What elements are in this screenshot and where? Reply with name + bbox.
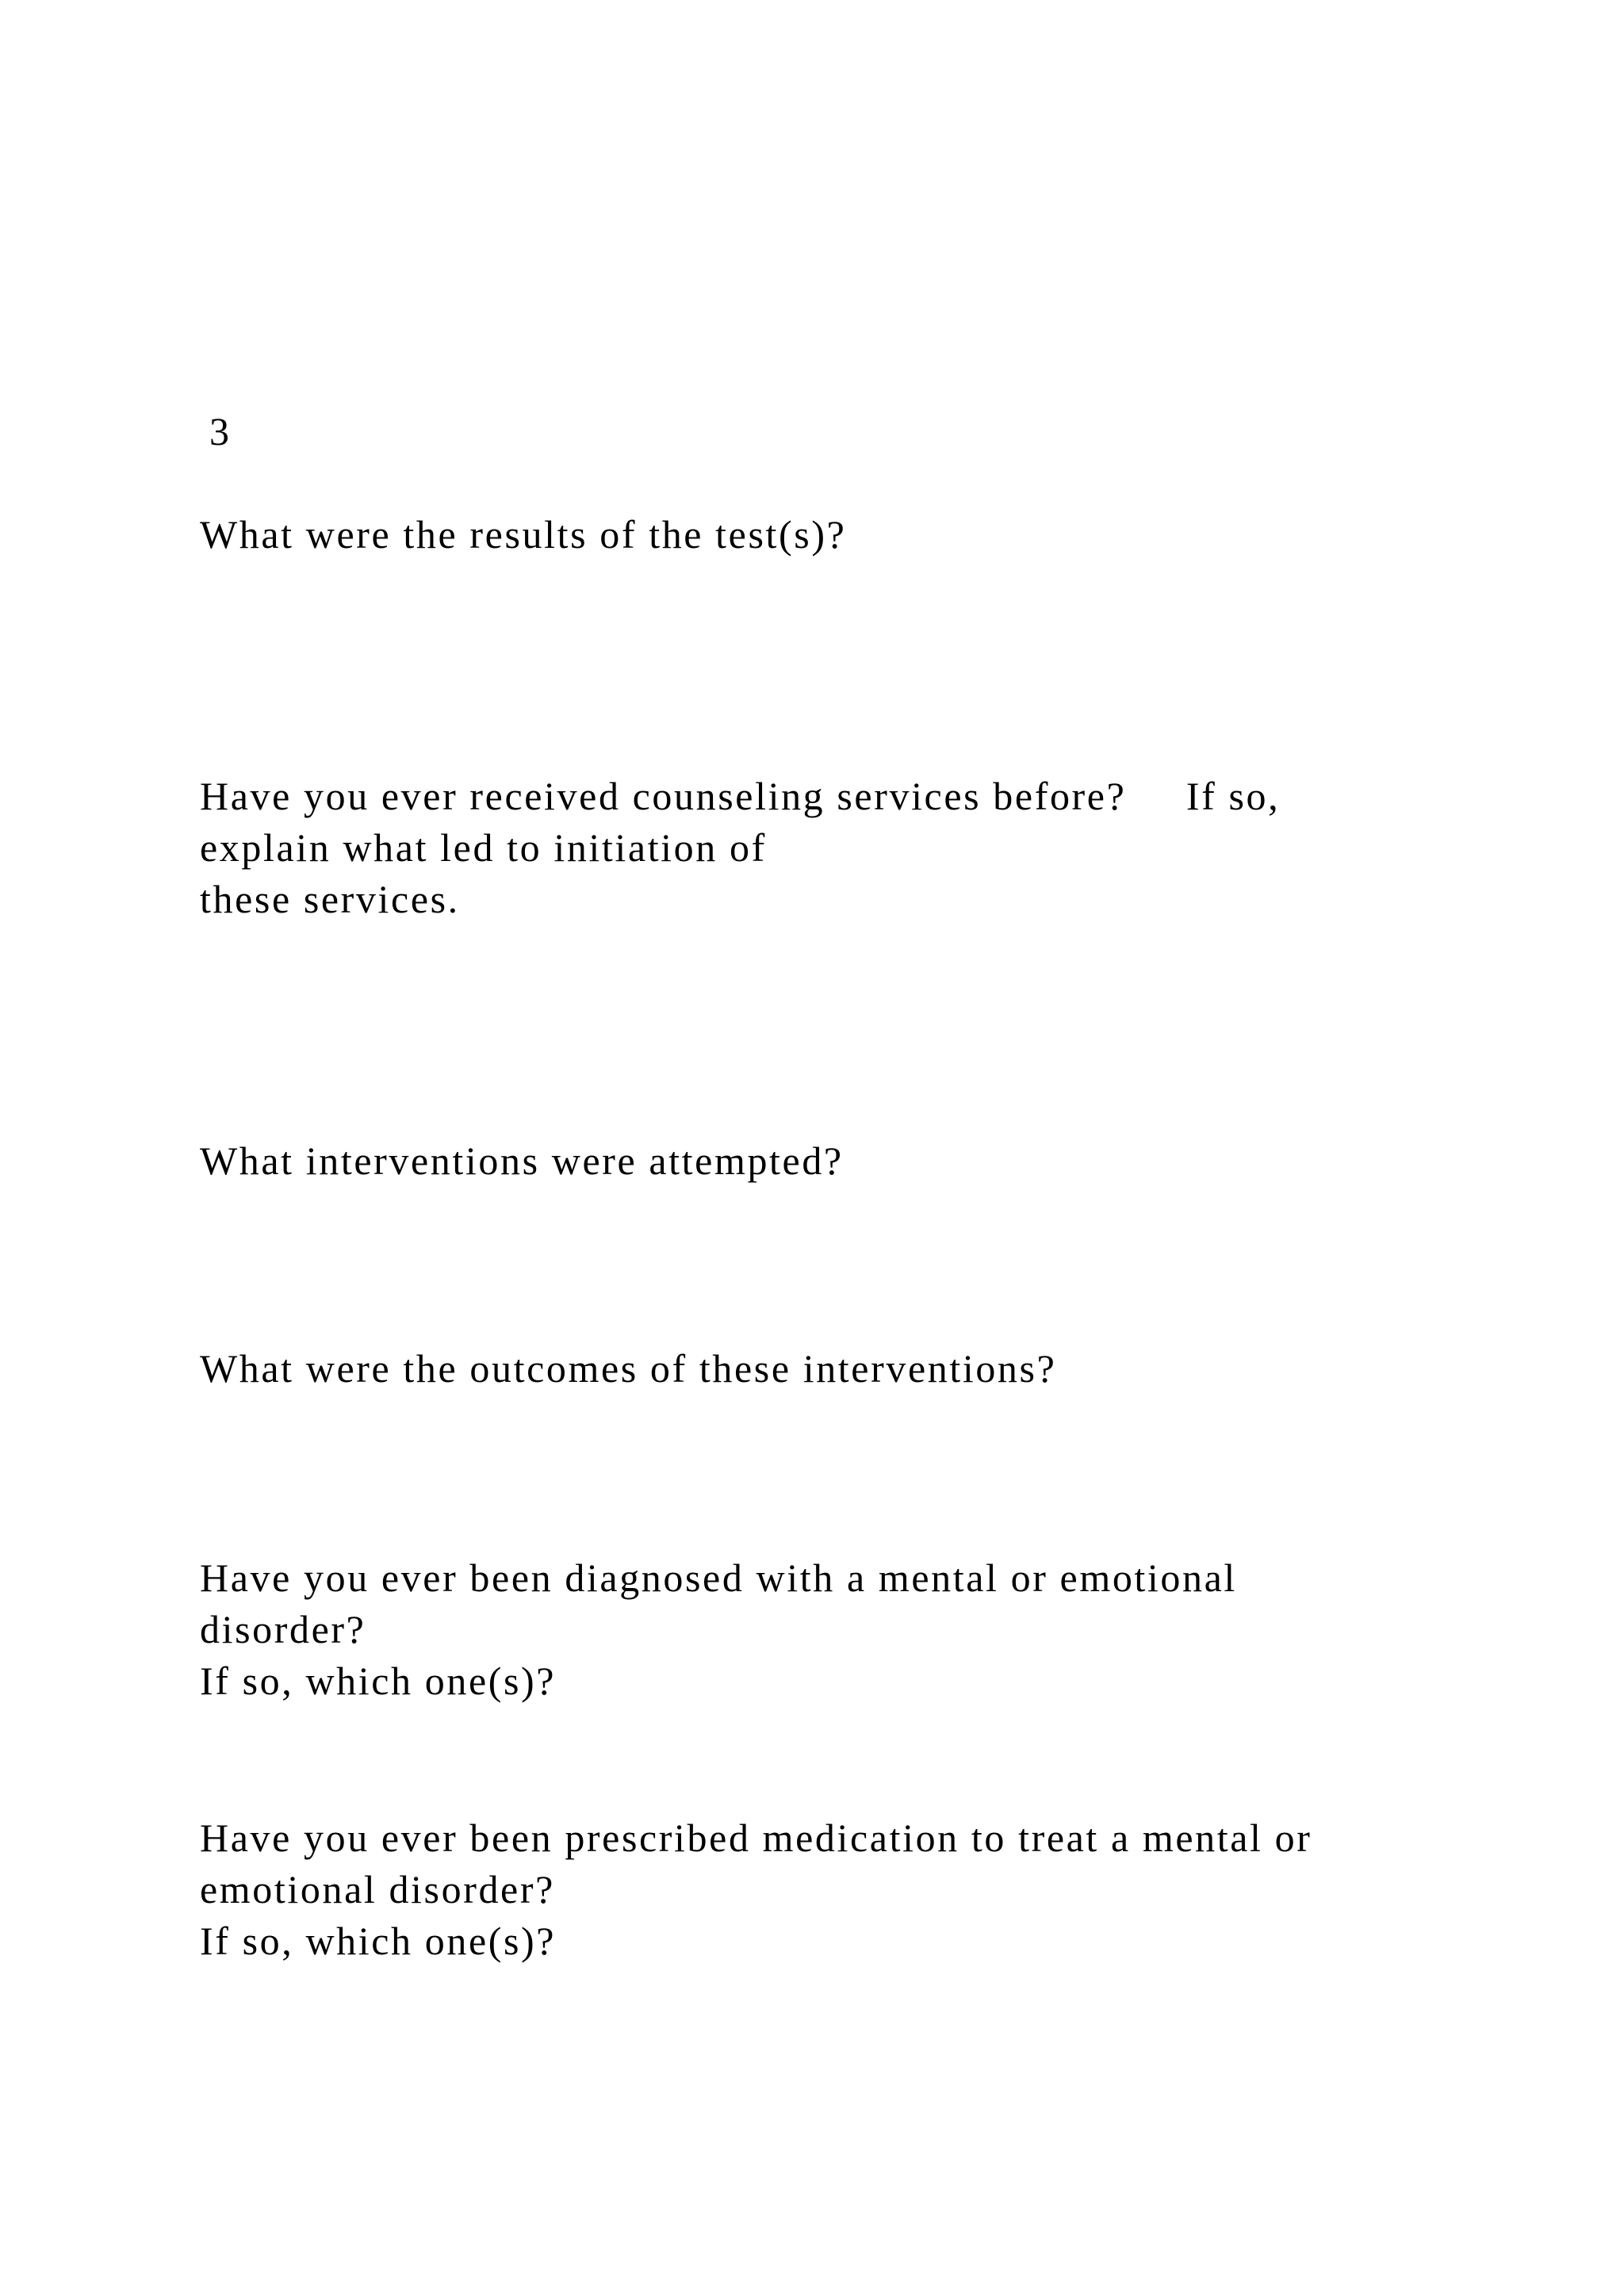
question-text: What were the outcomes of these interventions? xyxy=(200,1346,1057,1391)
question-text: What were the results of the test(s)? xyxy=(200,512,847,557)
question-text-line: emotional disorder? xyxy=(200,1867,555,1911)
question-text-line: Have you ever received counseling services before? If so, xyxy=(200,774,1281,818)
question-text-line: Have you ever been prescribed medication to treat a mental or xyxy=(200,1816,1312,1860)
question-text-line: If so, which one(s)? xyxy=(200,1659,557,1703)
question-text: What interventions were attempted? xyxy=(200,1138,844,1183)
question-text-line: Have you ever been diagnosed with a mental or emotional xyxy=(200,1556,1237,1600)
page-number: 3 xyxy=(209,409,232,453)
question-text-line: disorder? xyxy=(200,1607,366,1651)
question-text-line: If so, which one(s)? xyxy=(200,1919,557,1963)
question-text-line: explain what led to initiation of xyxy=(200,825,767,870)
question-text-line: these services. xyxy=(200,877,460,921)
